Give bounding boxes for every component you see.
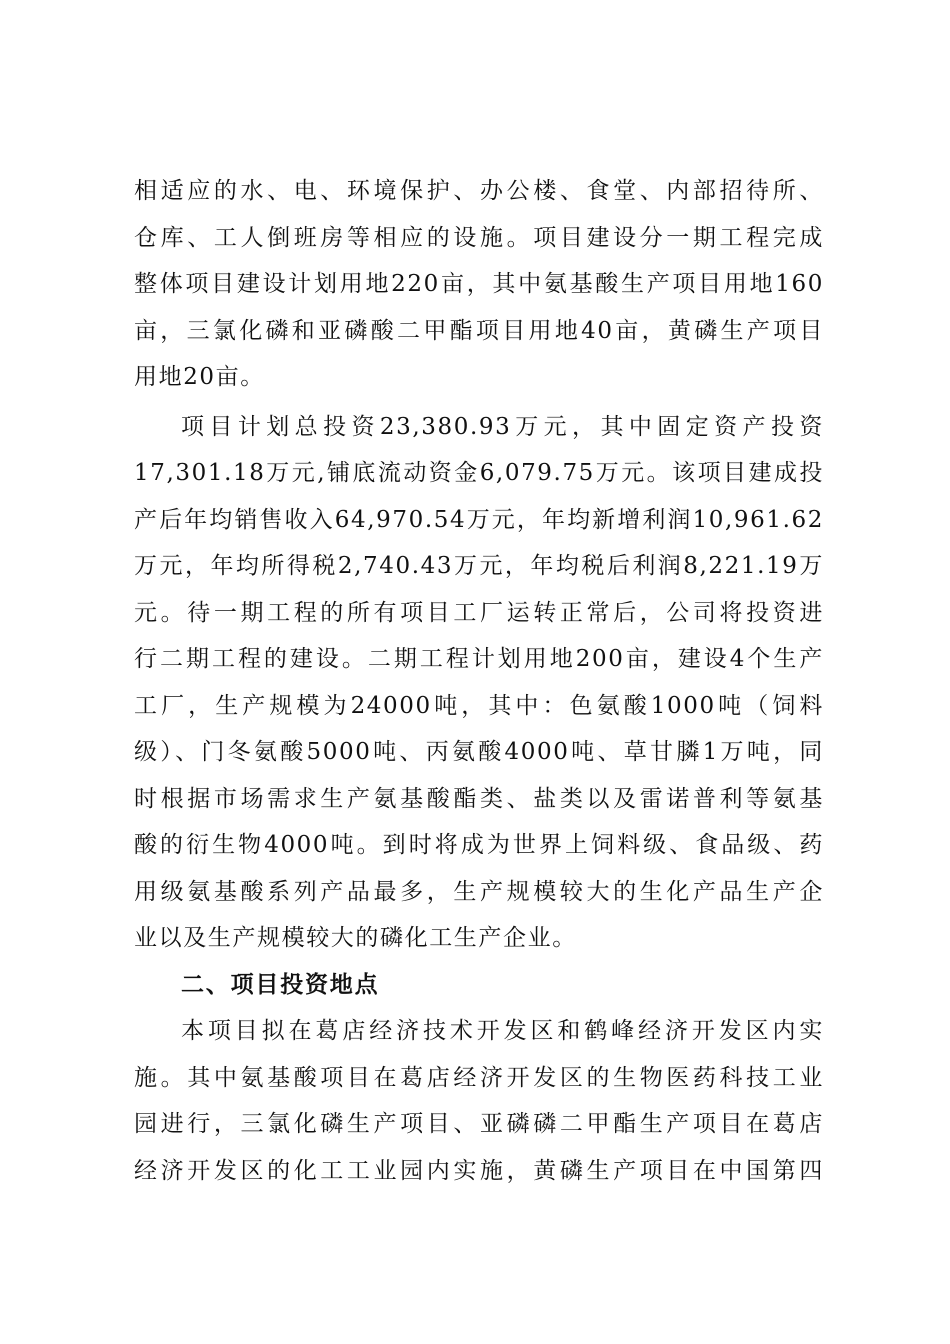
text-line: 工厂，生产规模为24000吨，其中：色氨酸1000吨（饲料 xyxy=(134,692,824,719)
section-heading: 二、项目投资地点 xyxy=(181,971,380,998)
text-line: 万元，年均所得税2,740.43万元，年均税后利润8,221.19万 xyxy=(134,553,824,579)
paragraph-investment xyxy=(134,404,824,962)
text-line: 亩，三氯化磷和亚磷酸二甲酯项目用地40亩，黄磷生产项目 xyxy=(134,317,824,344)
document-body xyxy=(134,168,824,1194)
text-line: 酸的衍生物4000吨。到时将成为世界上饲料级、食品级、药 xyxy=(134,832,824,858)
paragraph-project-facilities xyxy=(134,168,824,401)
text-line: 施。其中氨基酸项目在葛店经济开发区的生物医药科技工业 xyxy=(134,1064,824,1091)
text-line: 项目计划总投资23,380.93万元，其中固定资产投资 xyxy=(181,413,824,440)
text-line: 行二期工程的建设。二期工程计划用地200亩，建设4个生产 xyxy=(134,646,824,672)
text-line: 整体项目建设计划用地220亩，其中氨基酸生产项目用地160 xyxy=(134,271,824,297)
text-line: 用地20亩。 xyxy=(134,364,265,390)
text-line: 用级氨基酸系列产品最多，生产规模较大的生化产品生产企 xyxy=(134,878,824,905)
text-line: 级）、门冬氨酸5000吨、丙氨酸4000吨、草甘膦1万吨，同 xyxy=(134,739,824,765)
text-line: 业以及生产规模较大的磷化工生产企业。 xyxy=(134,925,577,951)
paragraph-location xyxy=(134,1008,824,1194)
text-line: 元。待一期工程的所有项目工厂运转正常后，公司将投资进 xyxy=(134,599,824,626)
text-line: 经济开发区的化工工业园内实施，黄磷生产项目在中国第四 xyxy=(134,1157,824,1184)
text-line: 相适应的水、电、环境保护、办公楼、食堂、内部招待所、 xyxy=(134,178,824,204)
text-line: 仓库、工人倒班房等相应的设施。项目建设分一期工程完成 xyxy=(134,224,824,251)
text-line: 本项目拟在葛店经济技术开发区和鹤峰经济开发区内实 xyxy=(181,1018,824,1044)
text-line: 时根据市场需求生产氨基酸酯类、盐类以及雷诺普利等氨基 xyxy=(134,785,824,812)
text-line: 17,301.18万元,铺底流动资金6,079.75万元。该项目建成投 xyxy=(134,460,824,486)
text-line: 园进行，三氯化磷生产项目、亚磷磷二甲酯生产项目在葛店 xyxy=(134,1111,824,1137)
text-line: 产后年均销售收入64,970.54万元，年均新增利润10,961.62 xyxy=(134,506,824,533)
